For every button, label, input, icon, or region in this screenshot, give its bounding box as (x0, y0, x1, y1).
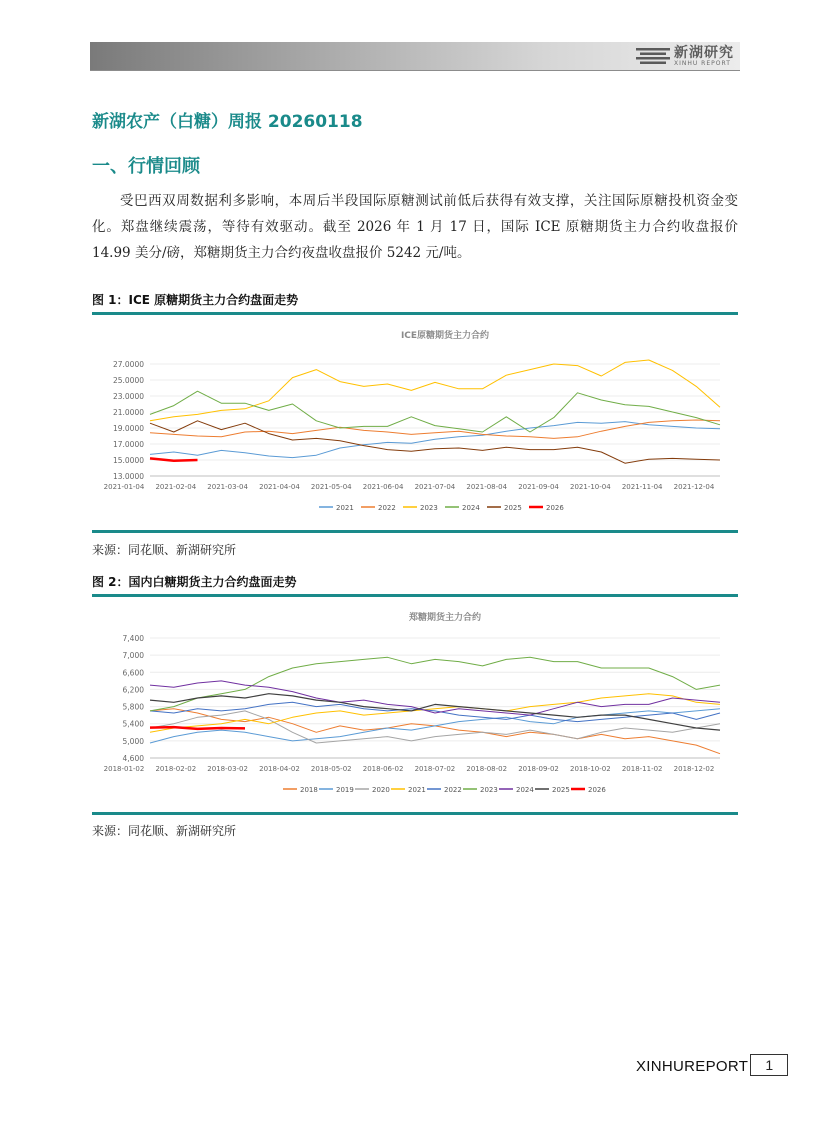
figure2-top-rule (92, 594, 738, 597)
x-tick-label: 2021-04-04 (259, 483, 300, 491)
figure1-caption: 图 1：ICE 原糖期货主力合约盘面走势 (92, 293, 299, 307)
y-tick-label: 7,400 (122, 634, 144, 643)
y-tick-label: 19.0000 (112, 424, 144, 433)
legend-label-2024: 2024 (516, 786, 534, 794)
logo-icon (636, 47, 670, 65)
y-tick-label: 23.0000 (112, 392, 144, 401)
figure2-bottom-rule (92, 812, 738, 815)
figure1-bottom-rule (92, 530, 738, 533)
y-tick-label: 13.0000 (112, 472, 144, 481)
y-tick-label: 17.0000 (112, 440, 144, 449)
x-tick-label: 2021-03-04 (207, 483, 248, 491)
x-tick-label: 2018-01-02 (103, 765, 145, 773)
x-tick-label: 2018-03-02 (207, 765, 248, 773)
legend-label-2025: 2025 (552, 786, 570, 794)
header-band (90, 42, 740, 71)
ice-sugar-chart (92, 318, 738, 528)
y-tick-label: 6,600 (122, 668, 144, 678)
figure1-top-rule (92, 312, 738, 315)
legend-label-2021: 2021 (336, 504, 354, 512)
x-tick-label: 2021-07-04 (414, 483, 456, 491)
figure1-chart (92, 318, 738, 528)
y-tick-label: 4,600 (122, 754, 144, 763)
x-tick-label: 2021-11-04 (621, 483, 663, 491)
logo-en-text: XINHU REPORT (674, 59, 731, 67)
y-tick-label: 7,000 (122, 651, 144, 661)
document-title: 新湖农产（白糖）周报 20260118 (92, 112, 363, 132)
x-tick-label: 2018-12-02 (673, 765, 715, 773)
series-line-2026 (150, 727, 245, 729)
legend-label-2026: 2026 (546, 504, 564, 512)
legend-label-2025: 2025 (504, 504, 522, 512)
x-tick-label: 2018-05-02 (310, 765, 352, 773)
x-tick-label: 2018-11-02 (621, 765, 663, 773)
x-tick-label: 2021-06-04 (362, 483, 404, 491)
logo-cn-text: 新湖研究 (674, 44, 734, 61)
legend-label-2024: 2024 (462, 504, 480, 512)
y-tick-label: 6,200 (122, 685, 144, 695)
legend-label-2021: 2021 (408, 786, 426, 794)
y-tick-label: 25.0000 (112, 376, 144, 385)
x-tick-label: 2021-02-04 (155, 483, 197, 491)
series-line-2023 (150, 657, 720, 711)
section-title: 一、行情回顾 (92, 156, 200, 177)
chart-title: ICE原糖期货主力合约 (400, 331, 490, 341)
x-tick-label: 2018-02-02 (155, 765, 197, 773)
x-tick-label: 2018-04-02 (259, 765, 300, 773)
x-tick-label: 2021-01-04 (103, 483, 145, 491)
figure1-source: 来源：同花顺、新湖研究所 (92, 543, 237, 557)
y-tick-label: 21.0000 (112, 408, 144, 417)
series-line-2021 (150, 422, 720, 458)
x-tick-label: 2021-12-04 (673, 483, 715, 491)
market-review-paragraph: 受巴西双周数据利多影响，本周后半段国际原糖测试前低后获得有效支撑，关注国际原糖投机资金变化。郑盘继续震荡，等待有效驱动。截至 2026 年 1 月 17 日，国际 ICE 原糖期货主力合约收盘报价 14.99 美分/磅，郑糖期货主力合约夜盘收盘报价 5242 元/吨。 (92, 193, 738, 261)
x-tick-label: 2018-08-02 (466, 765, 508, 773)
footer-brand: XINHUREPORT (636, 1058, 749, 1075)
legend-label-2018: 2018 (300, 786, 318, 794)
legend-label-2023: 2023 (480, 786, 498, 794)
logo (636, 44, 734, 68)
y-tick-label: 5,800 (122, 702, 144, 712)
chart-title: 郑糖期货主力合约 (408, 613, 482, 623)
x-tick-label: 2018-09-02 (518, 765, 559, 773)
y-tick-label: 5,000 (122, 736, 144, 746)
x-tick-label: 2021-08-04 (466, 483, 508, 491)
legend-label-2022: 2022 (444, 786, 462, 794)
x-tick-label: 2018-07-02 (414, 765, 456, 773)
figure2-caption: 图 2：国内白糖期货主力合约盘面走势 (92, 575, 297, 589)
legend-label-2022: 2022 (378, 504, 396, 512)
legend-label-2020: 2020 (372, 786, 390, 794)
page-number: 1 (750, 1054, 788, 1076)
legend-label-2026: 2026 (588, 786, 606, 794)
x-tick-label: 2018-06-02 (362, 765, 404, 773)
zce-sugar-chart (92, 600, 738, 810)
figure2-chart (92, 600, 738, 810)
x-tick-label: 2021-09-04 (518, 483, 559, 491)
y-tick-label: 27.0000 (112, 360, 144, 369)
footer (636, 1054, 788, 1076)
series-line-2025 (150, 421, 720, 463)
x-tick-label: 2021-05-04 (310, 483, 352, 491)
figure2-source: 来源：同花顺、新湖研究所 (92, 824, 237, 838)
y-tick-label: 5,400 (122, 719, 144, 729)
legend-label-2023: 2023 (420, 504, 438, 512)
x-tick-label: 2018-10-02 (570, 765, 611, 773)
x-tick-label: 2021-10-04 (570, 483, 611, 491)
y-tick-label: 15.0000 (112, 456, 144, 465)
legend-label-2019: 2019 (336, 786, 354, 794)
